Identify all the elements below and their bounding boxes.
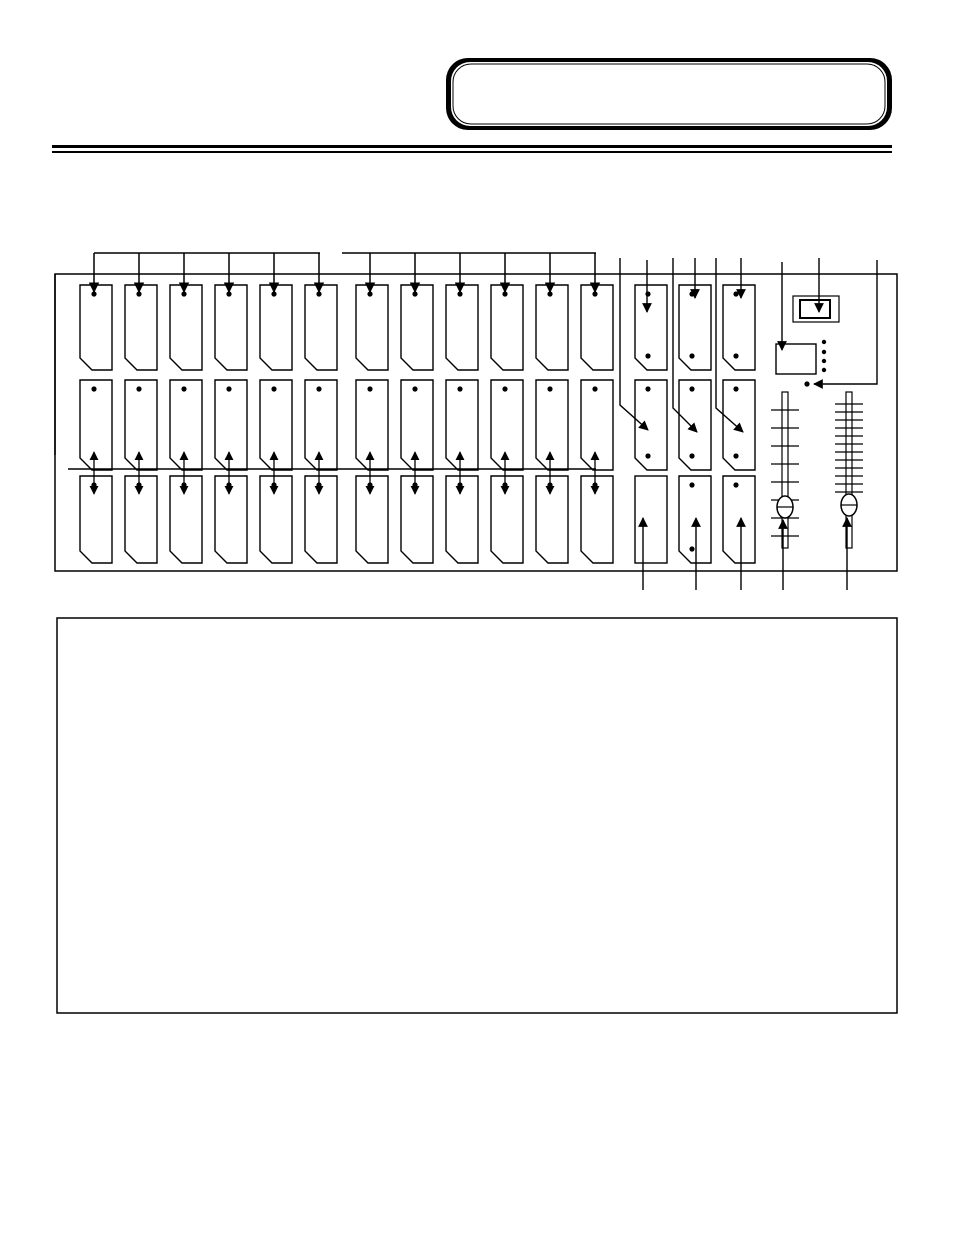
function-button[interactable] <box>679 380 711 470</box>
channel-button[interactable] <box>80 476 112 563</box>
led-dot-icon <box>226 386 231 391</box>
channel-button[interactable] <box>305 285 337 370</box>
channel-button[interactable] <box>491 285 523 370</box>
channel-button-body[interactable] <box>536 380 568 470</box>
led-dot-icon <box>271 386 276 391</box>
channel-button-body[interactable] <box>446 285 478 370</box>
function-button-body[interactable] <box>723 476 755 563</box>
function-button-body[interactable] <box>723 285 755 370</box>
led-dot-icon <box>502 386 507 391</box>
channel-button-body[interactable] <box>215 476 247 563</box>
function-button[interactable] <box>679 476 711 563</box>
led-dot-icon <box>91 291 96 296</box>
led-dot-icon <box>316 291 321 296</box>
switch-toggle[interactable] <box>800 300 830 318</box>
channel-button-body[interactable] <box>305 285 337 370</box>
channel-button-body[interactable] <box>260 380 292 470</box>
channel-button[interactable] <box>80 380 112 470</box>
led-dot-icon <box>412 386 417 391</box>
led-dot-icon <box>689 291 694 296</box>
channel-button-body[interactable] <box>80 285 112 370</box>
channel-button-body[interactable] <box>491 476 523 563</box>
channel-button[interactable] <box>536 285 568 370</box>
channel-button[interactable] <box>356 476 388 563</box>
channel-button-body[interactable] <box>491 285 523 370</box>
function-button-body[interactable] <box>635 476 667 563</box>
led-dot-icon <box>645 353 650 358</box>
function-button[interactable] <box>635 380 667 470</box>
channel-button[interactable] <box>170 476 202 563</box>
function-button-body[interactable] <box>679 380 711 470</box>
channel-button[interactable] <box>215 285 247 370</box>
function-buttons <box>635 285 755 563</box>
led-dot-icon <box>645 386 650 391</box>
channel-button[interactable] <box>170 380 202 470</box>
channel-button[interactable] <box>125 285 157 370</box>
function-button-body[interactable] <box>679 476 711 563</box>
led-dot-icon <box>733 482 738 487</box>
channel-button-body[interactable] <box>536 285 568 370</box>
led-dot-icon <box>645 291 650 296</box>
led-dot-icon <box>733 353 738 358</box>
led-dot-icon <box>689 453 694 458</box>
channel-button-body[interactable] <box>170 380 202 470</box>
led-dot-icon <box>457 386 462 391</box>
channel-button[interactable] <box>356 285 388 370</box>
channel-button-body[interactable] <box>125 285 157 370</box>
channel-button[interactable] <box>170 285 202 370</box>
channel-button[interactable] <box>215 476 247 563</box>
led-dot-icon <box>547 386 552 391</box>
channel-button[interactable] <box>536 380 568 470</box>
channel-button-body[interactable] <box>491 380 523 470</box>
channel-button-body[interactable] <box>305 380 337 470</box>
led-dot-icon <box>136 386 141 391</box>
led-dot-icon <box>592 386 597 391</box>
channel-button-body[interactable] <box>581 285 613 370</box>
led-dot-icon <box>181 386 186 391</box>
channel-button[interactable] <box>125 476 157 563</box>
channel-button-body[interactable] <box>215 285 247 370</box>
channel-button-body[interactable] <box>356 476 388 563</box>
channel-button[interactable] <box>305 476 337 563</box>
led-dot-icon <box>689 353 694 358</box>
function-button[interactable] <box>635 285 667 370</box>
fader[interactable] <box>771 392 799 548</box>
channel-button-body[interactable] <box>356 380 388 470</box>
channel-button[interactable] <box>491 380 523 470</box>
channel-button-body[interactable] <box>401 476 433 563</box>
channel-button-body[interactable] <box>170 285 202 370</box>
master-faders <box>771 296 863 548</box>
channel-button-body[interactable] <box>401 380 433 470</box>
channel-button-body[interactable] <box>446 476 478 563</box>
channel-button[interactable] <box>401 380 433 470</box>
led-dot-icon <box>91 386 96 391</box>
function-button[interactable] <box>635 476 667 563</box>
led-dot-icon <box>645 453 650 458</box>
led-dot-icon <box>316 386 321 391</box>
channel-button[interactable] <box>446 476 478 563</box>
channel-button[interactable] <box>536 476 568 563</box>
led-dot-icon <box>367 386 372 391</box>
indicator-dot-icon <box>822 340 826 344</box>
led-dot-icon <box>689 386 694 391</box>
channel-button[interactable] <box>356 380 388 470</box>
channel-button[interactable] <box>305 380 337 470</box>
led-dot-icon <box>226 291 231 296</box>
function-button[interactable] <box>723 476 755 563</box>
led-dot-icon <box>181 291 186 296</box>
channel-button-body[interactable] <box>356 285 388 370</box>
channel-button[interactable] <box>80 285 112 370</box>
function-button-body[interactable] <box>723 380 755 470</box>
led-dot-icon <box>457 291 462 296</box>
channel-button[interactable] <box>581 285 613 370</box>
channel-button[interactable] <box>401 476 433 563</box>
led-dot-icon <box>271 291 276 296</box>
indicator-dot-icon <box>822 359 826 363</box>
header-rule <box>52 145 892 153</box>
channel-button[interactable] <box>581 476 613 563</box>
function-button[interactable] <box>723 285 755 370</box>
channel-button-body[interactable] <box>536 476 568 563</box>
fader[interactable] <box>835 392 863 548</box>
channel-button-body[interactable] <box>260 285 292 370</box>
channel-button-body[interactable] <box>305 476 337 563</box>
led-dot-icon <box>592 291 597 296</box>
led-dot-icon <box>804 381 809 386</box>
led-dot-icon <box>412 291 417 296</box>
led-dot-icon <box>502 291 507 296</box>
led-dot-icon <box>733 453 738 458</box>
led-dot-icon <box>689 546 694 551</box>
channel-button-body[interactable] <box>446 380 478 470</box>
function-button[interactable] <box>723 380 755 470</box>
channel-button[interactable] <box>260 476 292 563</box>
channel-button-body[interactable] <box>401 285 433 370</box>
channel-button-body[interactable] <box>170 476 202 563</box>
channel-button-body[interactable] <box>581 476 613 563</box>
led-dot-icon <box>733 291 738 296</box>
channel-button[interactable] <box>446 285 478 370</box>
channel-button[interactable] <box>401 285 433 370</box>
channel-button-body[interactable] <box>215 380 247 470</box>
led-dot-icon <box>136 291 141 296</box>
channel-button[interactable] <box>260 380 292 470</box>
led-dot-icon <box>367 291 372 296</box>
led-dot-icon <box>547 291 552 296</box>
channel-button-body[interactable] <box>581 380 613 470</box>
channel-button-body[interactable] <box>125 476 157 563</box>
indicator-dot-icon <box>822 368 826 372</box>
channel-button[interactable] <box>581 380 613 470</box>
led-dot-icon <box>689 482 694 487</box>
indicator-dot-icon <box>822 350 826 354</box>
channel-button[interactable] <box>446 380 478 470</box>
channel-button[interactable] <box>491 476 523 563</box>
channel-button-body[interactable] <box>260 476 292 563</box>
channel-button-body[interactable] <box>80 380 112 470</box>
function-button-body[interactable] <box>635 285 667 370</box>
channel-button-body[interactable] <box>125 380 157 470</box>
led-dot-icon <box>733 386 738 391</box>
description-box <box>57 618 897 1013</box>
function-button-body[interactable] <box>635 380 667 470</box>
title-box <box>446 58 892 130</box>
channel-button[interactable] <box>260 285 292 370</box>
channel-strips <box>55 253 613 563</box>
channel-button[interactable] <box>215 380 247 470</box>
channel-button[interactable] <box>125 380 157 470</box>
channel-button-body[interactable] <box>80 476 112 563</box>
